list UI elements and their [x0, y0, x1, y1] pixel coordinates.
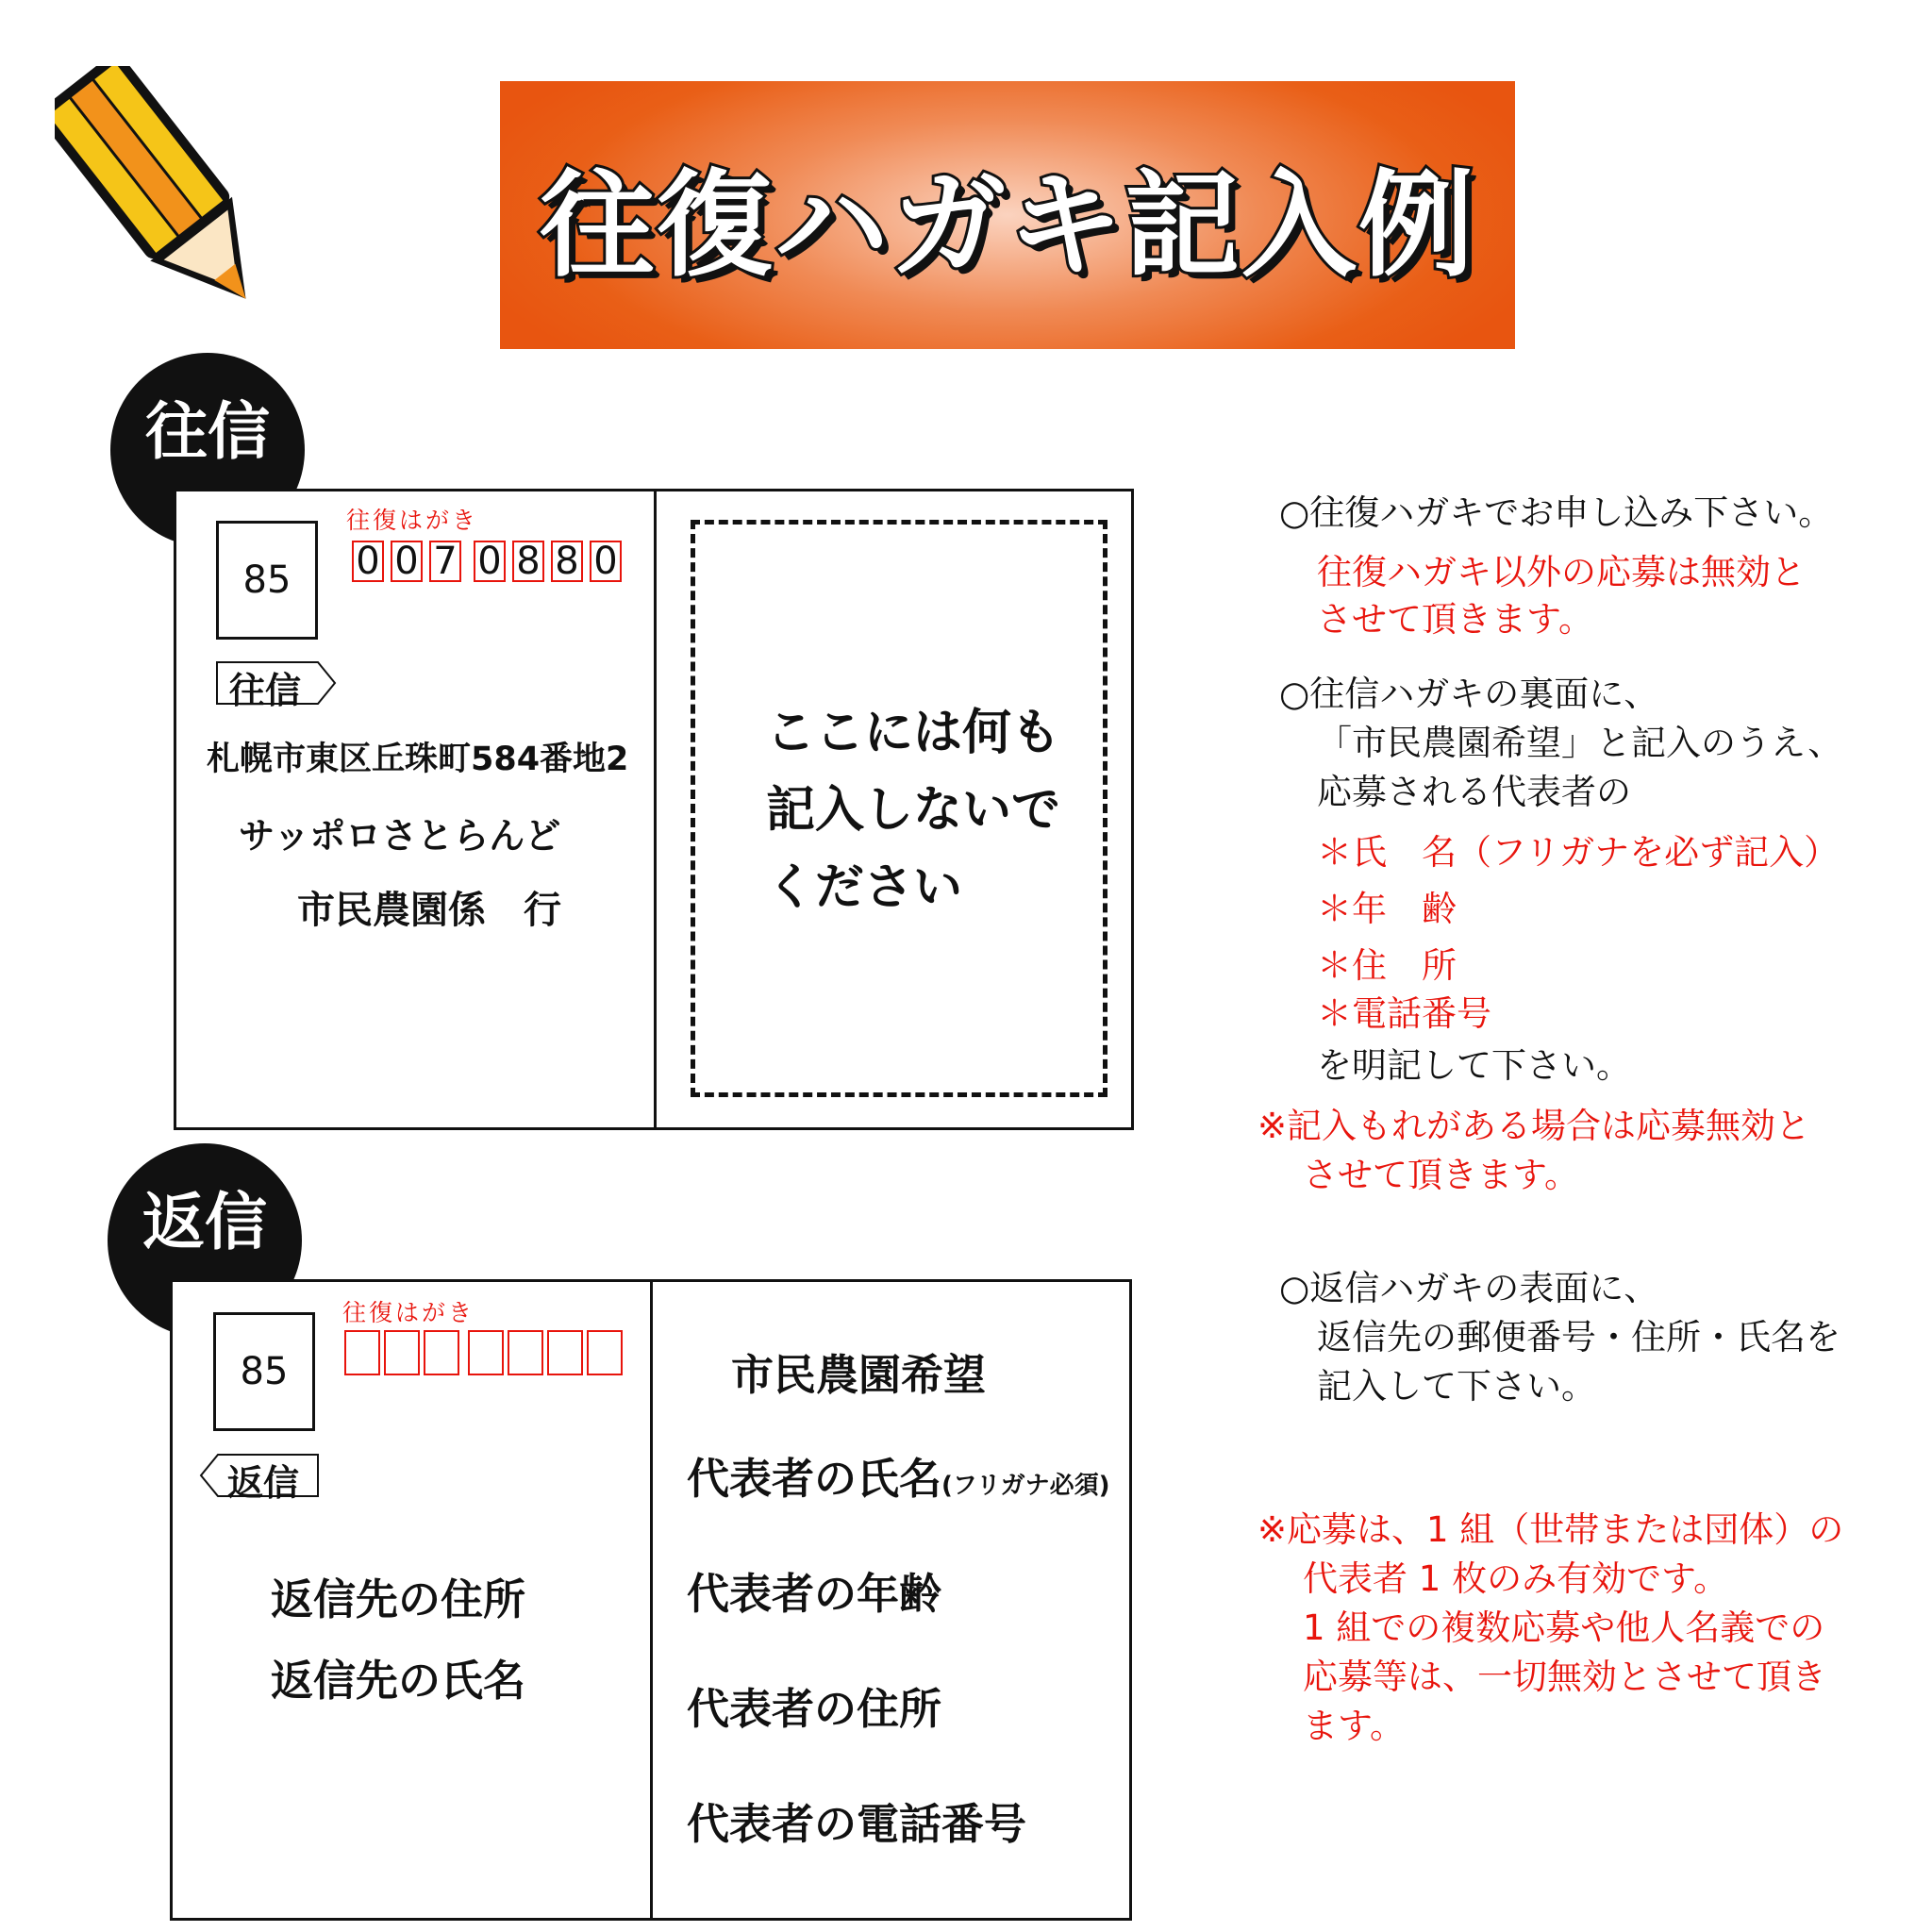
zip-digit-box: 8: [512, 541, 544, 582]
instruction-3-line-1: ○返信ハガキの表面に、: [1279, 1268, 1659, 1308]
instruction-2-warning-2: させて頂きます。: [1303, 1155, 1580, 1195]
outbound-tag: [216, 661, 337, 711]
instruction-2-line-4: を明記して下さい。: [1317, 1045, 1631, 1086]
address-line-2: サッポロさとらんど: [239, 815, 561, 857]
page-title: 往復ハガキ記入例: [540, 158, 1475, 292]
instruction-1-line-3: させて頂きます。: [1317, 599, 1594, 640]
instruction-2-line-3: 応募される代表者の: [1317, 772, 1631, 812]
outbound-tag-label: 往信: [229, 670, 302, 711]
zip-digit-box: 0: [391, 541, 423, 582]
zip-digit-box: 0: [352, 541, 384, 582]
zip-digit-box: [424, 1330, 459, 1375]
title-banner: [500, 81, 1515, 349]
zip-label: 往復はがき: [342, 1299, 475, 1326]
instruction-2-warning-1: ※記入もれがある場合は応募無効と: [1257, 1106, 1811, 1146]
notice-line-1: ここには何も: [766, 705, 1061, 761]
reply-badge-label: 返信: [142, 1185, 267, 1258]
zip-digit-box: [468, 1330, 504, 1375]
return-address: 返信先の住所: [271, 1574, 526, 1624]
stamp-value: 85: [242, 558, 291, 602]
reply-heading: 市民農園希望: [731, 1350, 987, 1400]
zip-digit-box: [344, 1330, 380, 1375]
instruction-4-line-2: 代表者 1 枚のみ有効です。: [1303, 1558, 1729, 1599]
stamp-value: 85: [240, 1350, 289, 1393]
do-not-write-area: [691, 520, 1108, 1097]
instruction-4-line-4: 応募等は、一切無効とさせて頂き: [1303, 1657, 1826, 1697]
instruction-3-line-2: 返信先の郵便番号・住所・氏名を: [1317, 1317, 1840, 1357]
instruction-4-line-5: ます。: [1303, 1706, 1406, 1746]
item-representative-name: [687, 1444, 1109, 1506]
zip-digit-box: [384, 1330, 420, 1375]
address-line-1: 札幌市東区丘珠町584番地2: [207, 741, 629, 778]
instruction-2-item-2: ＊年 齢: [1317, 889, 1457, 929]
zip-digit-box: [508, 1330, 543, 1375]
stamp-box: [216, 521, 318, 640]
zip-code: [344, 1330, 623, 1375]
card-divider: [654, 491, 657, 1127]
instruction-4-line-1: ※応募は、1 組（世帯または団体）の: [1257, 1509, 1844, 1550]
zip-digit-box: [547, 1330, 583, 1375]
instruction-2-item-1: ＊氏 名（フリガナを必ず記入）: [1317, 832, 1840, 873]
instruction-1-line-1: ○往復ハガキでお申し込み下さい。: [1279, 492, 1834, 533]
zip-digit-box: 0: [590, 541, 622, 582]
item-representative-name-label: 代表者の氏名: [687, 1454, 942, 1504]
instruction-2-line-2: 「市民農園希望」と記入のうえ、: [1317, 723, 1843, 763]
pencil-icon: [55, 66, 253, 313]
card-divider: [650, 1282, 653, 1918]
zip-label: 往復はがき: [346, 507, 479, 534]
instruction-1-line-2: 往復ハガキ以外の応募は無効と: [1317, 552, 1806, 592]
outbound-badge-label: 往信: [145, 394, 270, 468]
instruction-3-line-3: 記入して下さい。: [1317, 1366, 1596, 1407]
return-name: 返信先の氏名: [271, 1656, 526, 1706]
item-representative-address: 代表者の住所: [687, 1684, 942, 1734]
notice-line-2: 記入しないで: [766, 782, 1061, 839]
stamp-box: [213, 1312, 315, 1431]
reply-tag-label: 返信: [227, 1462, 300, 1504]
zip-digit-box: 7: [429, 541, 461, 582]
instruction-2-item-4: ＊電話番号: [1317, 993, 1491, 1034]
zip-digit-box: [587, 1330, 623, 1375]
instruction-2-item-3: ＊住 所: [1317, 945, 1457, 986]
notice-line-3: ください: [766, 859, 963, 916]
zip-digit-box: 8: [551, 541, 583, 582]
instruction-2-line-1: ○往信ハガキの裏面に、: [1279, 674, 1659, 714]
zip-code: [352, 541, 622, 582]
item-representative-phone: 代表者の電話番号: [687, 1799, 1027, 1849]
instruction-4-line-3: 1 組での複数応募や他人名義での: [1303, 1607, 1825, 1648]
zip-digit-box: 0: [474, 541, 506, 582]
reply-postcard: [170, 1279, 1132, 1921]
furigana-note: (フリガナ必須): [941, 1472, 1110, 1500]
item-representative-age: 代表者の年齢: [687, 1569, 942, 1619]
reply-tag: [199, 1454, 320, 1504]
address-line-3: 市民農園係 行: [297, 889, 561, 932]
outbound-postcard: [174, 489, 1134, 1130]
